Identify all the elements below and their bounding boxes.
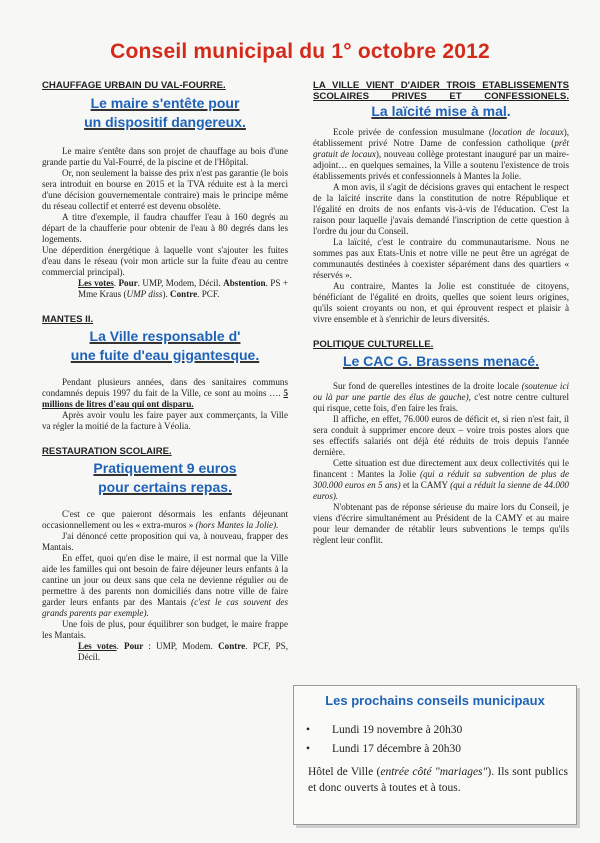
- paragraph: Il affiche, en effet, 76.000 euros de déficit et, si rien n'est fait, il sera conduit à supprimer encore deux – voire trois postes alors que ses effectifs salariés ont déjà été réduits de trois depuis l'année dernière.: [313, 414, 569, 457]
- paragraph: J'ai dénoncé cette proposition qui va, à nouveau, frapper des Mantais.: [42, 531, 288, 552]
- headline-line: un dispositif dangereux.: [84, 114, 246, 130]
- list-item: • Lundi 17 décembre à 20h30: [306, 740, 462, 759]
- box-title: Les prochains conseils municipaux: [325, 693, 545, 708]
- next-meetings-box: [293, 685, 577, 825]
- paragraph: Le maire s'entête dans son projet de chauffage au bois d'une grande partie du Val-Fourré, de la piscine et de l'Hôpital.: [42, 146, 288, 167]
- right-column: [313, 80, 569, 546]
- headline-line: Pratiquement 9 euros: [93, 460, 237, 476]
- paragraph: Après avoir voulu les faire payer aux commerçants, la Ville va régler la moitié de la facture à Véolia.: [42, 410, 288, 431]
- headline-fuite: [42, 327, 288, 365]
- headline-line: une fuite d'eau gigantesque.: [70, 347, 260, 363]
- meeting-list: [306, 721, 462, 759]
- headline-line: Le maire s'entête pour: [90, 95, 240, 111]
- bullet-icon: •: [306, 724, 311, 736]
- headline-cac: Le CAC G. Brassens menacé.: [342, 353, 540, 369]
- left-column: [42, 80, 288, 663]
- headline-laicite: La laïcité mise à mal.: [371, 103, 511, 119]
- section-label-chauffage: CHAUFFAGE URBAIN DU VAL-FOURRE.: [42, 80, 226, 91]
- paragraph: Or, non seulement la baisse des prix n'est pas garantie (le bois sera introduit en bourse en 2015 et la TVA réduite est à la merci d'une décision gouvernementale contraire) mais le principe même du réseau collectif et enterré est devenu obsolète.: [42, 168, 288, 211]
- section-label-mantes-ii: MANTES II.: [42, 314, 94, 325]
- paragraph: En effet, quoi qu'en dise le maire, il est normal que la Ville aide les familles qui ont besoin de faire déjeuner leurs enfants à la cantine un jour ou deux sans que cela ne devienne régulier ou de permettre à des parents non domiciliés dans notre ville de faire garder leurs enfants par des Mantais (c'est le cas souvent des grands parents par exemple).: [42, 553, 288, 618]
- list-item: • Lundi 19 novembre à 20h30: [306, 721, 462, 740]
- box-footer: Hôtel de Ville (entrée côté "mariages"). Ils sont publics et donc ouverts à toutes et à tous.: [308, 766, 568, 794]
- section-label-restauration: RESTAURATION SCOLAIRE.: [42, 446, 172, 457]
- votes-line: Les votes. Pour. UMP, Modem, Décil. Abstention. PS + Mme Kraus (UMP diss). Contre. PCF.: [78, 278, 288, 299]
- headline-repas: [42, 459, 288, 497]
- paragraph: Ecole privée de confession musulmane (location de locaux), établissement privé Notre Dame de confession catholique (prêt gratuit de locaux), nouveau collège protestant inauguré par un maire-adjoint… en quelques semaines, la Ville a soutenu l'existence de trois établissements privés et confessionnels à Mantes la Jolie.: [313, 127, 569, 181]
- section-label-laicite: LA VILLE VIENT D'AIDER TROIS ETABLISSEMENTS SCOLAIRES PRIVES ET CONFESSIONELS.: [313, 80, 569, 102]
- section-label-culture: POLITIQUE CULTURELLE.: [313, 339, 434, 350]
- headline-line: pour certains repas.: [98, 479, 232, 495]
- votes-line: Les votes. Pour : UMP, Modem. Contre. PCF, PS, Décil.: [78, 641, 289, 662]
- headline-line: La Ville responsable d': [89, 328, 241, 344]
- paragraph: La laïcité, c'est le contraire du communautarisme. Nous ne sommes pas aux Etats-Unis et notre ville ne peut être un agrégat de communautés destinées à coexister séparément dans des quartiers « réservés ».: [313, 237, 569, 280]
- paragraph: Une déperdition énergétique à laquelle vont s'ajouter les fuites d'eau dans le réseau (voir mon article sur la fuite d'eau au centre commercial principal).: [42, 245, 288, 277]
- paragraph: N'obtenant pas de réponse sérieuse du maire lors du Conseil, je viens d'écrire simultanément au Président de la CAMY et au maire pour leur demander de rétablir leurs subventions le temps qu'ils règlent leur conflit.: [313, 502, 569, 545]
- paragraph: Sur fond de querelles intestines de la droite locale (soutenue ici ou là par une partie des élus de gauche), c'est notre centre culturel qui risque, cette fois, d'en faire les frais.: [313, 381, 570, 413]
- paragraph: C'est ce que paieront désormais les enfants déjeunant occasionnellement ou les « extra-muros » (hors Mantes la Jolie).: [42, 509, 288, 530]
- paragraph: Pendant plusieurs années, dans des sanitaires communs condamnés depuis 1997 du fait de la Ville, ce sont au moins …. 5 millions de litres d'eau qui ont disparu.: [42, 377, 288, 409]
- headline-chauffage: [42, 94, 288, 132]
- paragraph: Cette situation est due directement aux deux collectivités qui le financent : Mantes la Jolie (qui a réduit sa subvention de plus de 300.000 euros en 5 ans) et la CAMY (qui a réduit la sienne de 44.000 euros).: [313, 458, 569, 501]
- paragraph: Une fois de plus, pour équilibrer son budget, le maire frappe les Mantais.: [42, 619, 288, 640]
- paragraph: Au contraire, Mantes la Jolie est constituée de citoyens, bénéficiant de l'égalité en droits, quelles que soient leurs origines, qu'ils soient croyants ou non, et qui éprouvent respect et plaisir à vivre ensemble et à s'enrichir de leurs diversités.: [313, 281, 569, 324]
- bullet-icon: •: [306, 743, 311, 755]
- paragraph: A mon avis, il s'agit de décisions graves qui entachent le respect de la laïcité inscrite dans la constitution de notre République et l'égalité en droits de nos enfants vis-à-vis de l'éducation. C'est la raison pour laquelle j'avais demandé l'inscription de cette question à l'ordre du jour du Conseil.: [313, 182, 569, 236]
- paragraph: A titre d'exemple, il faudra chauffer l'eau à 160 degrés au départ de la chaufferie pour obtenir de l'eau à 80 degrés dans les logements.: [42, 212, 288, 244]
- page-title: Conseil municipal du 1° octobre 2012: [110, 40, 490, 63]
